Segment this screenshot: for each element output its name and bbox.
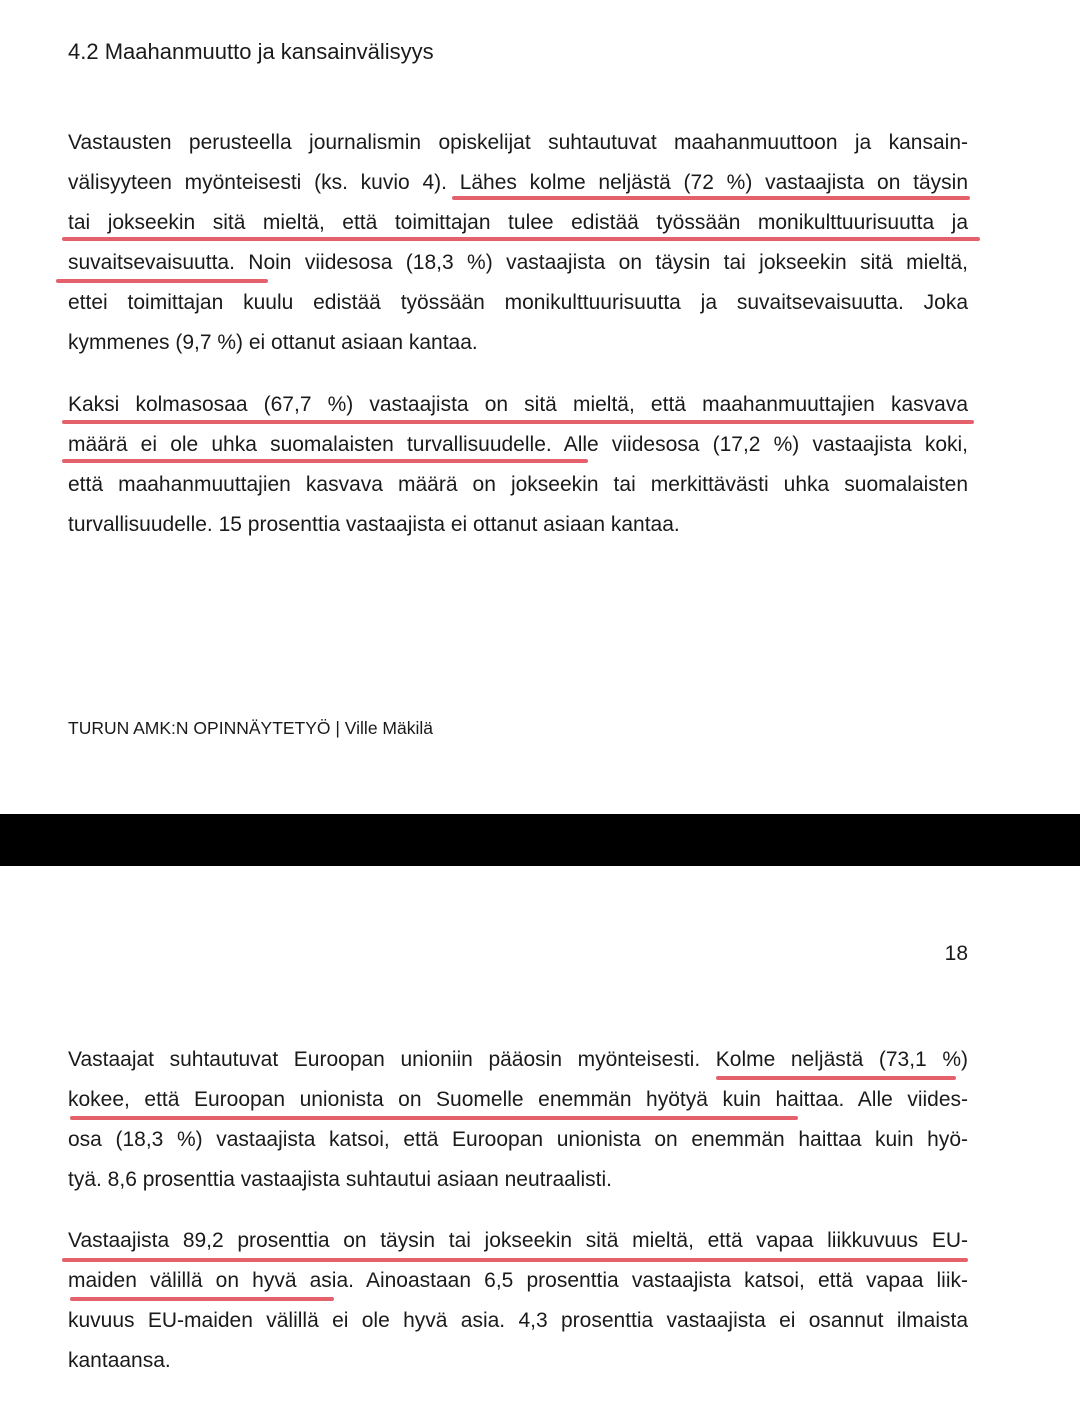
text-line: välisyyteen myönteisesti (ks. kuvio 4). Lähes kolme neljästä (72 %) vastaajista on täysin: [68, 171, 968, 194]
highlight-underline: [56, 279, 268, 283]
text-line: osa (18,3 %) vastaajista katsoi, että Euroopan unionista on enemmän haittaa kuin hyö-: [68, 1128, 968, 1151]
text-line: Vastaajat suhtautuvat Euroopan unioniin pääosin myönteisesti. Kolme neljästä (73,1 %): [68, 1048, 968, 1071]
paragraph-european-union: [68, 1040, 968, 1200]
section-heading: 4.2 Maahanmuutto ja kansainvälisyys: [68, 39, 434, 64]
text-line: suvaitsevaisuutta. Noin viidesosa (18,3 %) vastaajista on täysin tai jokseekin sitä mieltä,: [68, 251, 968, 274]
text-line: turvallisuudelle. 15 prosenttia vastaajista ei ottanut asiaan kantaa.: [68, 513, 680, 536]
text-line: tyä. 8,6 prosenttia vastaajista suhtautui asiaan neutraalisti.: [68, 1168, 612, 1191]
paragraph-immigration-security: [68, 385, 968, 545]
text-line: kantaansa.: [68, 1349, 171, 1372]
paragraph-free-movement: [68, 1221, 968, 1381]
paragraph-immigration-multiculturalism: [68, 123, 968, 363]
text-line: määrä ei ole uhka suomalaisten turvallisuudelle. Alle viidesosa (17,2 %) vastaajista koki,: [68, 433, 968, 456]
text-line: kokee, että Euroopan unionista on Suomelle enemmän hyötyä kuin haittaa. Alle viides-: [68, 1088, 968, 1111]
highlight-underline: [62, 1258, 968, 1262]
text-line: kymmenes (9,7 %) ei ottanut asiaan kantaa.: [68, 331, 478, 354]
text-line: kuvuus EU-maiden välillä ei ole hyvä asia. 4,3 prosenttia vastaajista ei osannut ilmaista: [68, 1309, 968, 1332]
highlight-underline: [716, 1076, 956, 1080]
text-line: Vastausten perusteella journalismin opiskelijat suhtautuvat maahanmuuttoon ja kansain-: [68, 131, 968, 154]
highlight-underline: [70, 1116, 798, 1120]
highlight-underline: [62, 420, 974, 424]
highlight-underline: [70, 1297, 334, 1301]
text-line: tai jokseekin sitä mieltä, että toimittajan tulee edistää työssään monikulttuurisuutta ja: [68, 211, 968, 234]
text-line: Vastaajista 89,2 prosenttia on täysin tai jokseekin sitä mieltä, että vapaa liikkuvuus EU-: [68, 1229, 968, 1252]
text-line: ettei toimittajan kuulu edistää työssään monikulttuurisuutta ja suvaitsevaisuutta. Joka: [68, 291, 968, 314]
document-page-bottom: [0, 866, 1080, 1411]
highlight-underline: [62, 459, 588, 463]
text-line: Kaksi kolmasosaa (67,7 %) vastaajista on sitä mieltä, että maahanmuuttajien kasvava: [68, 393, 968, 416]
page-divider: [0, 814, 1080, 866]
text-line: että maahanmuuttajien kasvava määrä on jokseekin tai merkittävästi uhka suomalaisten: [68, 473, 968, 496]
page-number: 18: [944, 942, 968, 965]
highlight-underline: [62, 237, 980, 241]
page-footer: TURUN AMK:N OPINNÄYTETYÖ | Ville Mäkilä: [68, 718, 433, 738]
highlight-underline: [452, 196, 970, 200]
text-line: maiden välillä on hyvä asia. Ainoastaan 6,5 prosenttia vastaajista katsoi, että vapaa liik-: [68, 1269, 968, 1292]
